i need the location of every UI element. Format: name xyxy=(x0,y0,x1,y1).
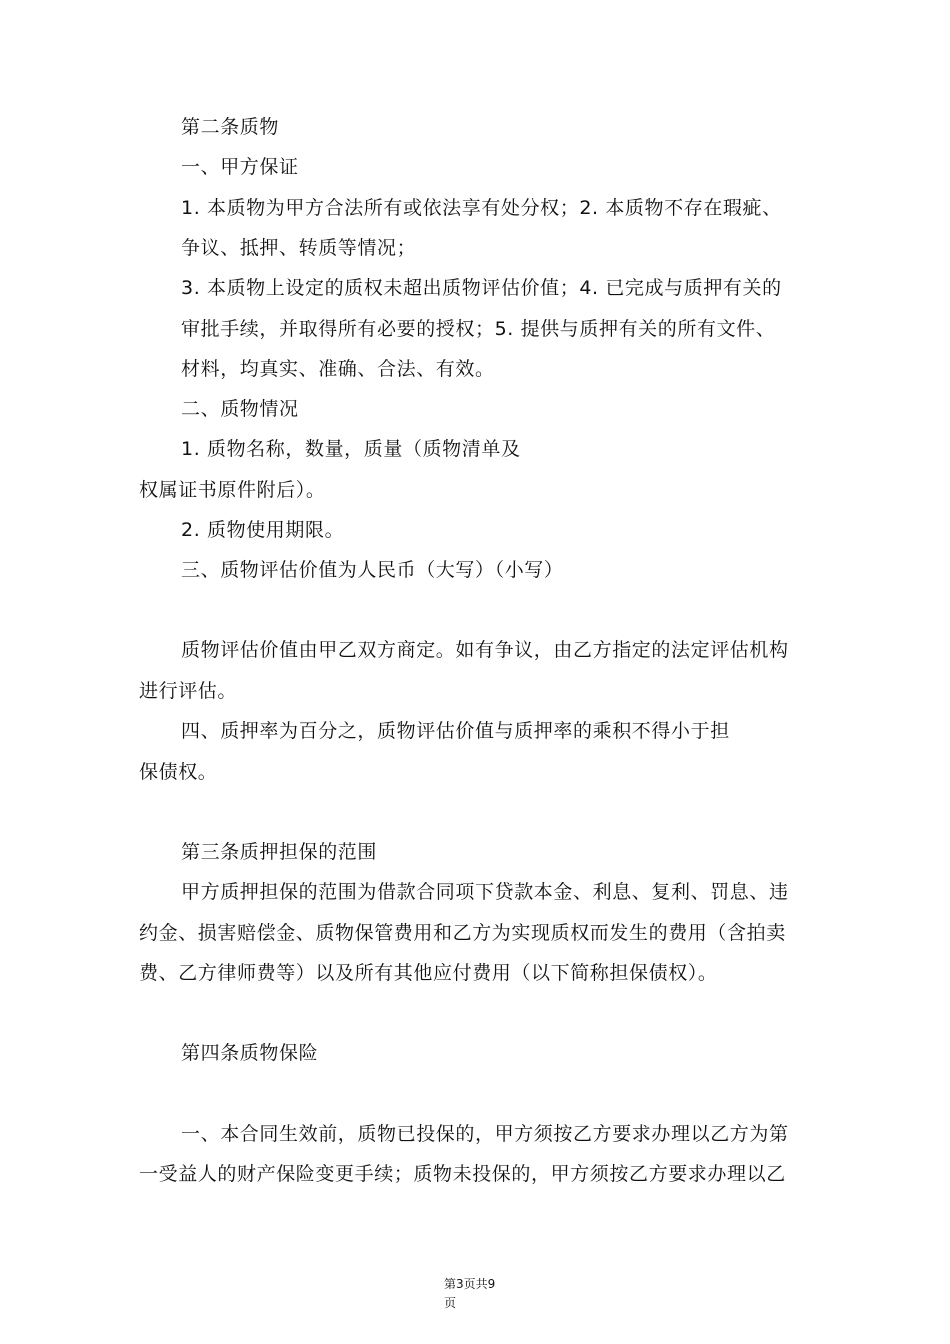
body-line: 约金、损害赔偿金、质物保管费用和乙方为实现质权而发生的费用（含拍卖 xyxy=(139,922,786,944)
body-line: 甲方质押担保的范围为借款合同项下贷款本金、利息、复利、罚息、违 xyxy=(181,881,789,903)
page-number-line2: 页 xyxy=(444,1296,457,1310)
body-line: 权属证书原件附后）。 xyxy=(139,479,326,501)
body-line: 保债权。 xyxy=(139,761,218,783)
body-line: 费、乙方律师费等）以及所有其他应付费用（以下简称担保债权）。 xyxy=(139,962,718,984)
body-line: 四、质押率为百分之，质物评估价值与质押率的乘积不得小于担 xyxy=(181,720,730,742)
body-line: 质物评估价值由甲乙双方商定。如有争议，由乙方指定的法定评估机构 xyxy=(181,639,789,661)
section-heading: 三、质物评估价值为人民币（大写）（小写） xyxy=(181,559,564,581)
body-line: 一受益人的财产保险变更手续；质物未投保的，甲方须按乙方要求办理以乙 xyxy=(139,1163,786,1185)
section-heading: 二、质物情况 xyxy=(181,398,299,420)
body-line: 审批手续，并取得所有必要的授权；5. 提供与质押有关的所有文件、 xyxy=(181,318,776,340)
body-line: 争议、抵押、转质等情况； xyxy=(181,237,417,259)
heading-article-4: 第四条质物保险 xyxy=(181,1042,319,1064)
body-line: 1. 质物名称，数量，质量（质物清单及 xyxy=(181,438,521,460)
body-line: 一、本合同生效前，质物已投保的，甲方须按乙方要求办理以乙方为第 xyxy=(181,1123,789,1145)
body-line: 2. 质物使用期限。 xyxy=(181,519,345,541)
heading-article-2: 第二条质物 xyxy=(181,116,280,138)
body-line: 材料，均真实、准确、合法、有效。 xyxy=(181,358,495,380)
body-line: 3. 本质物上设定的质权未超出质物评估价值；4. 已完成与质押有关的 xyxy=(181,277,782,299)
section-heading: 一、甲方保证 xyxy=(181,156,299,178)
body-line: 1. 本质物为甲方合法所有或依法享有处分权；2. 本质物不存在瑕疵、 xyxy=(181,197,782,219)
body-line: 进行评估。 xyxy=(139,680,238,702)
page-number-line1: 第3页共9 xyxy=(444,1277,496,1291)
heading-article-3: 第三条质押担保的范围 xyxy=(181,841,378,863)
